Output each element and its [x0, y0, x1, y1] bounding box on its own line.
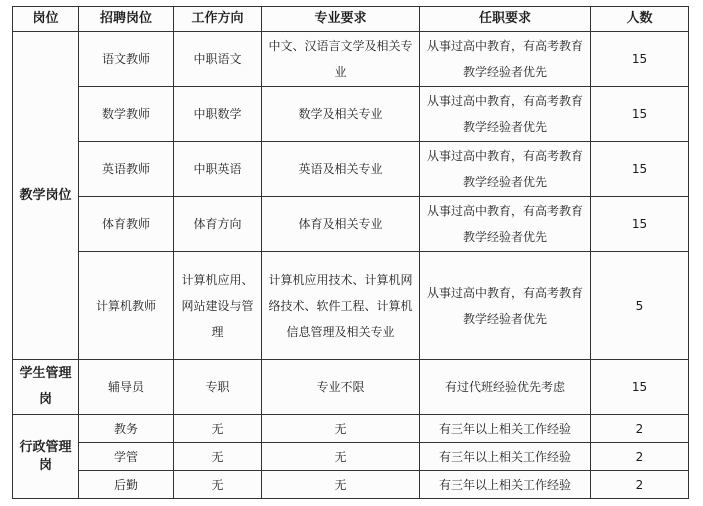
major-cell: 计算机应用技术、计算机网络技术、软件工程、计算机信息管理及相关专业 — [262, 252, 420, 360]
table-row — [13, 87, 689, 142]
header-category: 岗位 — [13, 7, 79, 32]
requirement-cell: 从事过高中教育，有高考教育教学经验者优先 — [420, 32, 591, 87]
table-row — [13, 360, 689, 415]
table-row — [13, 32, 689, 87]
count-cell: 2 — [591, 443, 689, 471]
major-cell: 数学及相关专业 — [262, 87, 420, 142]
header-major: 专业要求 — [262, 7, 420, 32]
requirement-cell: 从事过高中教育，有高考教育教学经验者优先 — [420, 142, 591, 197]
recruitment-table — [12, 6, 689, 499]
count-cell: 15 — [591, 87, 689, 142]
requirement-cell: 从事过高中教育，有高考教育教学经验者优先 — [420, 252, 591, 360]
requirement-cell: 从事过高中教育，有高考教育教学经验者优先 — [420, 197, 591, 252]
header-requirement: 任职要求 — [420, 7, 591, 32]
position-cell: 辅导员 — [79, 360, 174, 415]
table-row — [13, 415, 689, 443]
direction-cell: 计算机应用、网站建设与管理 — [174, 252, 262, 360]
direction-cell: 无 — [174, 443, 262, 471]
table-row — [13, 142, 689, 197]
requirement-cell: 从事过高中教育，有高考教育教学经验者优先 — [420, 87, 591, 142]
requirement-cell: 有三年以上相关工作经验 — [420, 443, 591, 471]
requirement-cell: 有过代班经验优先考虑 — [420, 360, 591, 415]
position-cell: 后勤 — [79, 471, 174, 499]
major-cell: 无 — [262, 471, 420, 499]
category-cell: 教学岗位 — [13, 32, 79, 360]
direction-cell: 中职英语 — [174, 142, 262, 197]
header-row — [13, 7, 689, 32]
direction-cell: 体育方向 — [174, 197, 262, 252]
major-cell: 无 — [262, 443, 420, 471]
position-cell: 数学教师 — [79, 87, 174, 142]
direction-cell: 中职数学 — [174, 87, 262, 142]
count-cell: 15 — [591, 32, 689, 87]
table-row — [13, 197, 689, 252]
position-cell: 学管 — [79, 443, 174, 471]
count-cell: 2 — [591, 471, 689, 499]
major-cell: 专业不限 — [262, 360, 420, 415]
direction-cell: 无 — [174, 415, 262, 443]
count-cell: 15 — [591, 142, 689, 197]
table-row — [13, 443, 689, 471]
category-cell: 行政管理岗 — [13, 415, 79, 499]
major-cell: 无 — [262, 415, 420, 443]
count-cell: 15 — [591, 360, 689, 415]
header-position: 招聘岗位 — [79, 7, 174, 32]
count-cell: 15 — [591, 197, 689, 252]
table-row — [13, 471, 689, 499]
direction-cell: 中职语文 — [174, 32, 262, 87]
header-direction: 工作方向 — [174, 7, 262, 32]
direction-cell: 专职 — [174, 360, 262, 415]
recruitment-table-container — [12, 6, 688, 499]
major-cell: 中文、汉语言文学及相关专业 — [262, 32, 420, 87]
category-cell: 学生管理岗 — [13, 360, 79, 415]
position-cell: 教务 — [79, 415, 174, 443]
direction-cell: 无 — [174, 471, 262, 499]
table-row — [13, 252, 689, 360]
count-cell: 2 — [591, 415, 689, 443]
position-cell: 计算机教师 — [79, 252, 174, 360]
count-cell: 5 — [591, 252, 689, 360]
position-cell: 体育教师 — [79, 197, 174, 252]
position-cell: 英语教师 — [79, 142, 174, 197]
requirement-cell: 有三年以上相关工作经验 — [420, 471, 591, 499]
header-count: 人数 — [591, 7, 689, 32]
requirement-cell: 有三年以上相关工作经验 — [420, 415, 591, 443]
major-cell: 英语及相关专业 — [262, 142, 420, 197]
position-cell: 语文教师 — [79, 32, 174, 87]
major-cell: 体育及相关专业 — [262, 197, 420, 252]
